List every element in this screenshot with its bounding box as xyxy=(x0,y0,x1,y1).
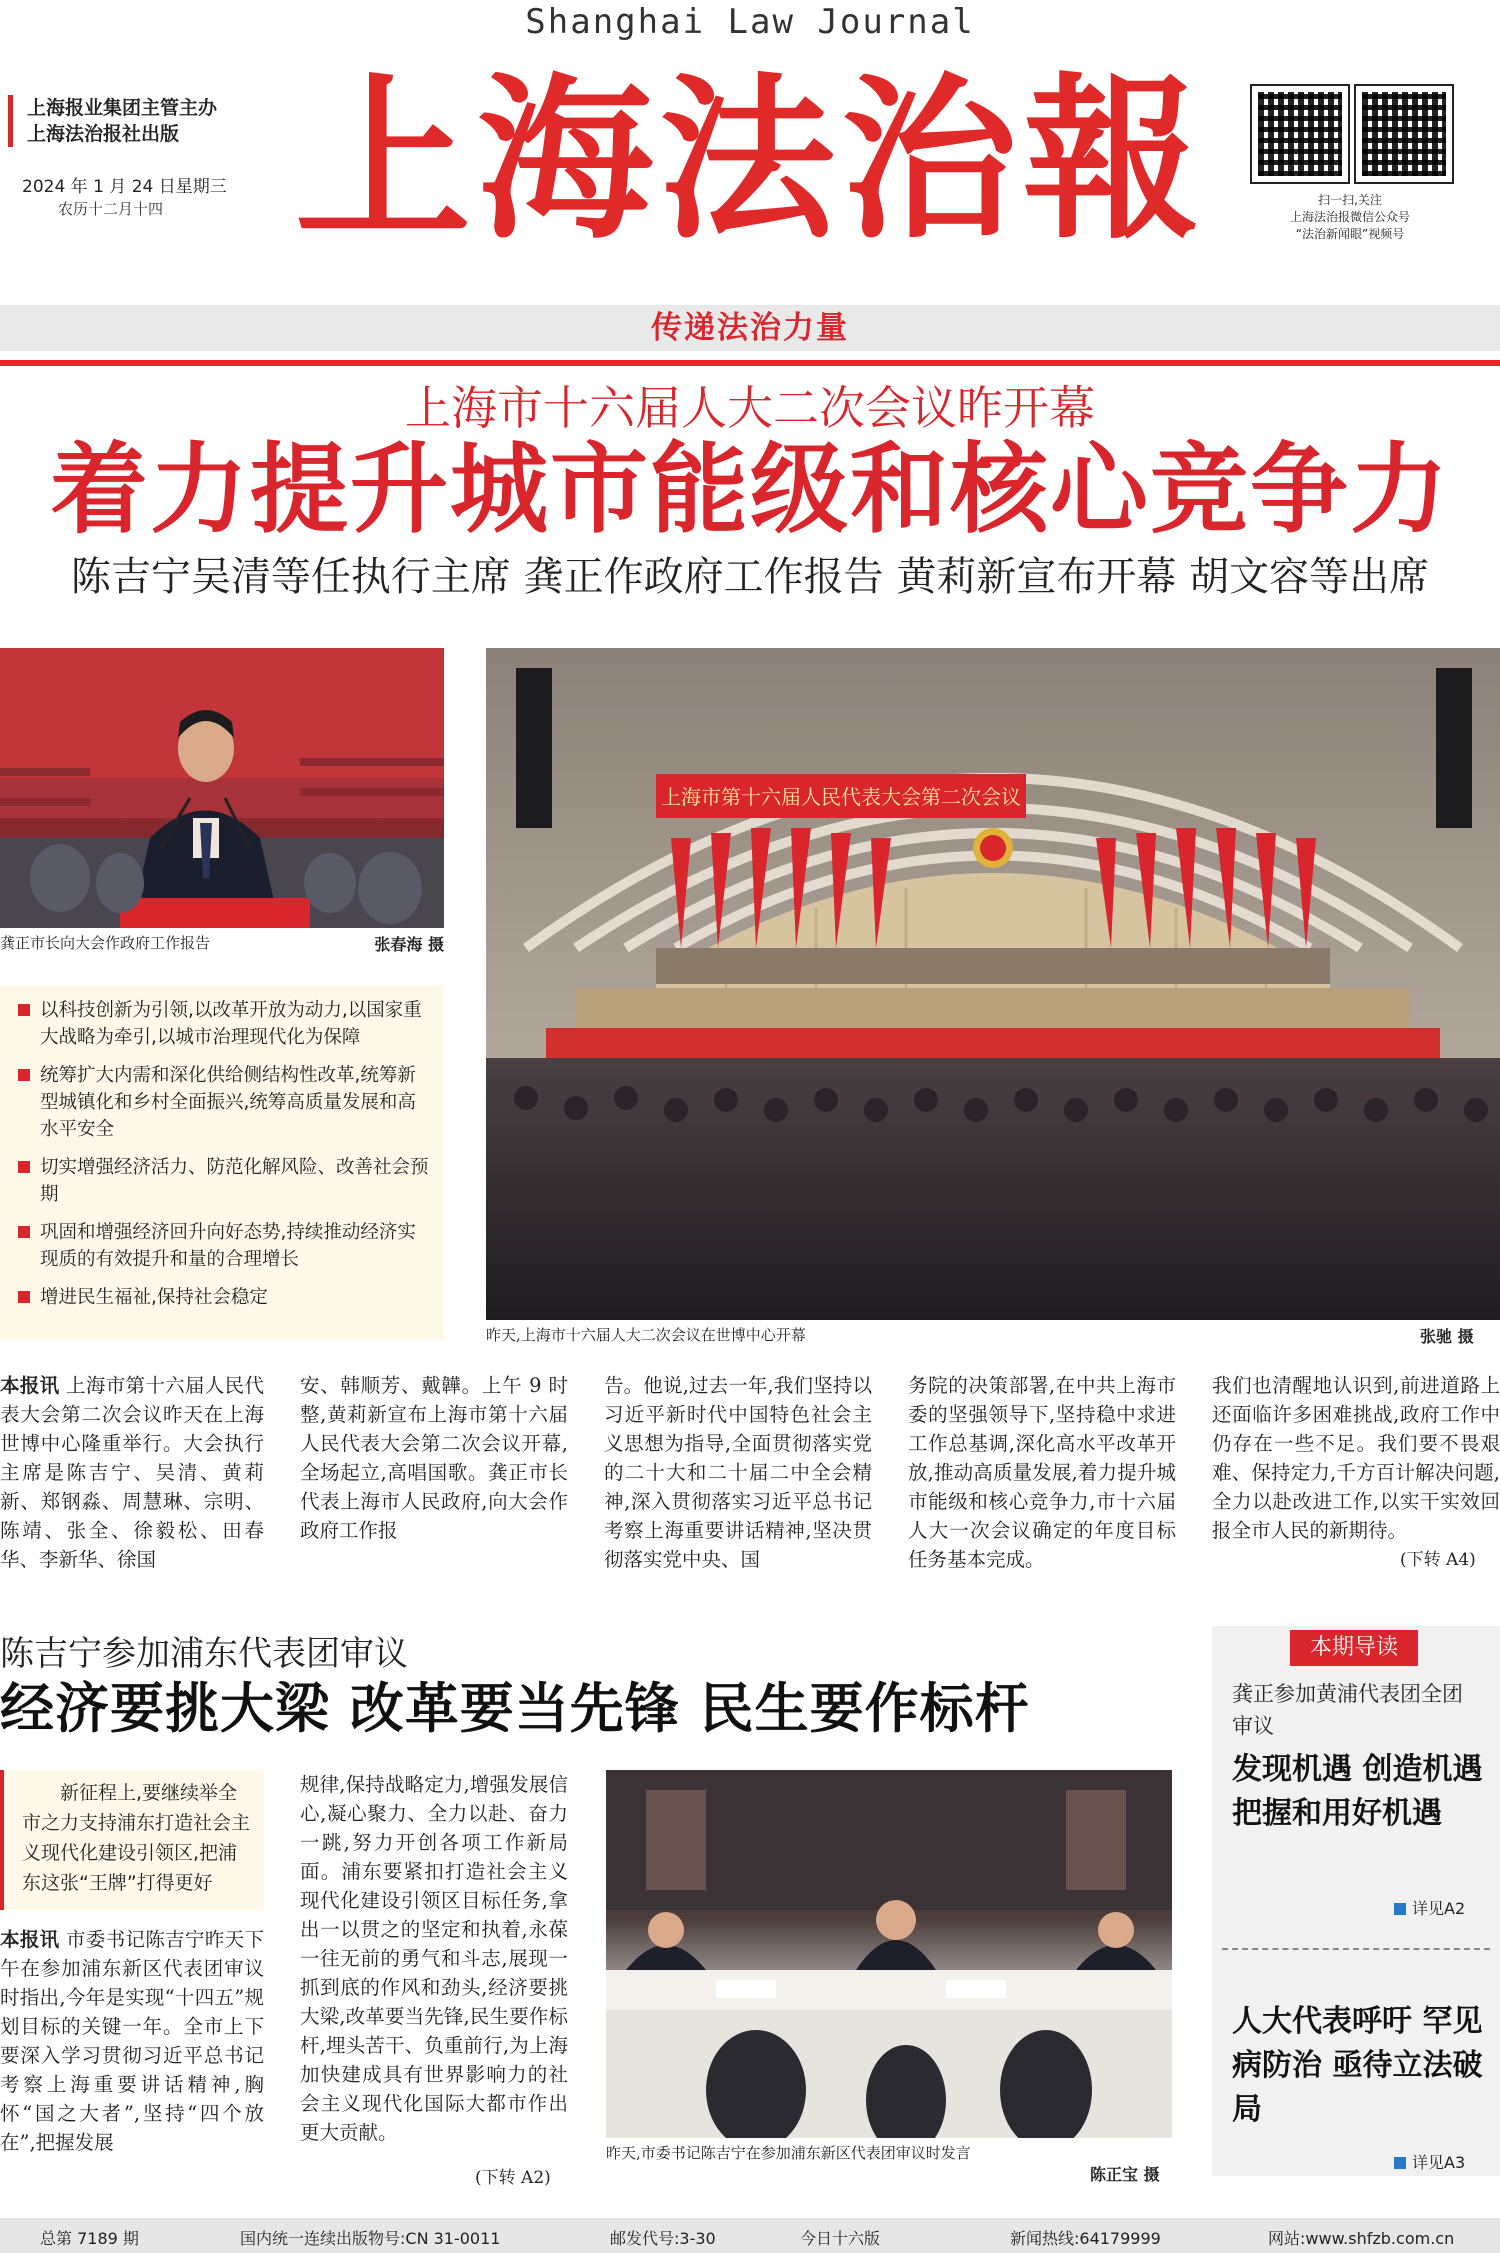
news-hotline: 新闻热线:64179999 xyxy=(1010,2229,1161,2248)
guide-item-lead[interactable]: 龚正参加黄浦代表团全团审议 xyxy=(1232,1682,1463,1738)
issue-guide-tag: 本期导读 xyxy=(1290,1630,1418,1666)
bullet-square-icon xyxy=(18,1226,30,1238)
key-point-text: 巩固和增强经济回升向好态势,持续推动经济实现质的有效提升和量的合理增长 xyxy=(40,1222,416,1270)
qr-code-icon[interactable] xyxy=(1252,86,1348,182)
key-point xyxy=(14,997,430,1051)
lead-kicker[interactable]: 上海市十六届人大二次会议昨开幕 xyxy=(405,381,1095,435)
photo-credit: 陈正宝 摄 xyxy=(1090,2165,1160,2184)
lead-subheadline: 陈吉宁吴清等任执行主席 龚正作政府工作报告 黄莉新宣布开幕 胡文容等出席 xyxy=(70,554,1430,600)
page-ref-icon xyxy=(1394,2157,1406,2169)
guide-item-title[interactable]: 人大代表呼吁 罕见病防治 亟待立法破局 xyxy=(1232,2004,1483,2127)
sponsor-line: 上海报业集团主管主办 xyxy=(27,97,218,119)
newspaper-logo: 上海法治報 xyxy=(294,56,1205,263)
article-text: 市委书记陈吉宁昨天下午在参加浦东新区代表团审议时指出,今年是实现“十四五”规划目标的关键一年。全市上下要深入学习贯彻习近平总书记考察上海重要讲话精神,胸怀“国之大者”,坚持“四个放在”,把握发展 xyxy=(0,1928,264,2154)
key-point-text: 切实增强经济活力、防范化解风险、改善社会预期 xyxy=(40,1157,429,1205)
continued-jump-link[interactable]: (下转 A4) xyxy=(1400,1550,1476,1570)
masthead-divider xyxy=(0,360,1500,366)
qr-caption-line: “法治新闻眼”视频号 xyxy=(1295,227,1405,241)
delegation-meeting-photo[interactable] xyxy=(606,1770,1172,2138)
article-text: 上海市第十六届人民代表大会第二次会议昨天在上海世博中心隆重举行。大会执行主席是陈吉宁、吴清、黄莉新、郑钢淼、周慧琳、宗明、陈靖、张全、徐毅松、田春华、李新华、徐国 xyxy=(0,1374,264,1571)
issue-date: 2024 年 1 月 24 日星期三 xyxy=(22,177,227,197)
postal-code: 邮发代号:3-30 xyxy=(610,2229,716,2248)
bullet-square-icon xyxy=(18,1161,30,1173)
speaker-photo[interactable] xyxy=(0,648,444,928)
delegation-meeting-illustration xyxy=(606,1770,1172,2138)
key-point xyxy=(14,1219,430,1273)
article-column: 告。他说,过去一年,我们坚持以习近平新时代中国特色社会主义思想为指导,全面贯彻落实党的二十大和二十届二中全会精神,深入贯彻落实习近平总书记考察上海重要讲话精神,坚决贯彻落实党中央、国 xyxy=(604,1374,872,1571)
photo-caption: 昨天,市委书记陈吉宁在参加浦东新区代表团审议时发言 xyxy=(606,2144,971,2162)
publication-number: 国内统一连续出版物号:CN 31-0011 xyxy=(240,2229,501,2248)
pull-quote: 新征程上,要继续举全市之力支持浦东打造社会主义现代化建设引领区,把浦东这张“王牌”打得更好 xyxy=(0,1770,264,1910)
key-point-text: 增进民生福祉,保持社会稳定 xyxy=(40,1287,268,1308)
sponsor-block xyxy=(8,95,258,147)
key-points-box xyxy=(0,985,444,1340)
continued-jump-link[interactable]: (下转 A2) xyxy=(475,2168,551,2188)
assembly-hall-photo[interactable] xyxy=(486,648,1500,1320)
guide-see-text: 详见A3 xyxy=(1412,2153,1466,2172)
qr-caption xyxy=(1230,192,1470,243)
article-column: 务院的决策部署,在中共上海市委的坚强领导下,坚持稳中求进工作总基调,深化高水平改革开放,推动高质量发展,着力提升城市能级和核心竞争力,市十六届人大一次会议确定的年度目标任务基本完成。 xyxy=(908,1374,1176,1571)
article-column: 我们也清醒地认识到,前进道路上还面临许多困难挑战,政府工作中仍存在一些不足。我们要不畏艰难、保持定力,千方百计解决问题,全力以赴改进工作,以实干实效回报全市人民的新期待。 xyxy=(1212,1374,1500,1542)
lunar-date: 农历十二月十四 xyxy=(58,200,164,218)
guide-divider xyxy=(1222,1948,1490,1950)
english-title: Shanghai Law Journal xyxy=(525,2,975,42)
second-story-kicker[interactable]: 陈吉宁参加浦东代表团审议 xyxy=(0,1634,408,1674)
guide-item-title[interactable]: 发现机遇 创造机遇 把握和用好机遇 xyxy=(1232,1752,1483,1831)
qr-caption-line: 扫一扫,关注 xyxy=(1318,193,1382,207)
key-point-text: 统筹扩大内需和深化供给侧结构性改革,统筹新型城镇化和乡村全面振兴,统筹高质量发展和高水平安全 xyxy=(40,1065,416,1140)
key-point xyxy=(14,1062,430,1143)
bullet-square-icon xyxy=(18,1069,30,1081)
article-column xyxy=(0,1925,264,2157)
photo-credit: 张春海 摄 xyxy=(374,935,444,954)
guide-see-link[interactable] xyxy=(1394,1896,1465,1919)
key-point-text: 以科技创新为引领,以改革开放为动力,以国家重大战略为牵引,以城市治理现代化为保障 xyxy=(40,1000,422,1048)
guide-see-text: 详见A2 xyxy=(1412,1899,1466,1918)
qr-caption-line: 上海法治报微信公众号 xyxy=(1289,210,1410,224)
dateline-tag: 本报讯 xyxy=(0,1374,60,1397)
dateline-tag: 本报讯 xyxy=(0,1928,60,1951)
bullet-square-icon xyxy=(18,1004,30,1016)
photo-caption: 龚正市长向大会作政府工作报告 xyxy=(0,934,211,952)
article-column: 规律,保持战略定力,增强发展信心,凝心聚力、全力以赴、奋力一跳,努力开创各项工作新局面。浦东要紧扣打造社会主义现代化建设引领区目标任务,拿出一以贯之的坚定和执着,永葆一往无前的勇气和斗志,展现一抓到底的作风和劲头,经济要挑大梁,改革要当先锋,民生要作标杆,埋头苦干、负重前行,为上海加快建成具有世界影响力的社会主义现代化国际大都市作出更大贡献。 xyxy=(300,1773,568,2144)
footer-bar xyxy=(0,2218,1500,2253)
sponsor-line: 上海法治报社出版 xyxy=(27,123,180,145)
guide-see-link[interactable] xyxy=(1394,2150,1465,2173)
photo-caption: 昨天,上海市十六届人大二次会议在世博中心开幕 xyxy=(486,1326,806,1344)
speaker-photo-illustration xyxy=(0,648,444,928)
article-column: 安、韩顺芳、戴韡。上午 9 时整,黄莉新宣布上海市第十六届人民代表大会第二次会议开幕,全场起立,高唱国歌。龚正市长代表上海市人民政府,向大会作政府工作报 xyxy=(300,1374,568,1542)
key-point xyxy=(14,1284,430,1311)
slogan: 传递法治力量 xyxy=(651,310,849,346)
second-story-headline[interactable]: 经济要挑大梁 改革要当先锋 民生要作标杆 xyxy=(0,1676,1030,1740)
key-point xyxy=(14,1154,430,1208)
assembly-hall-illustration xyxy=(486,648,1500,1320)
lead-headline[interactable]: 着力提升城市能级和核心竞争力 xyxy=(49,432,1450,547)
article-column xyxy=(0,1371,264,1574)
qr-code-icon[interactable] xyxy=(1356,86,1452,182)
page-count: 今日十六版 xyxy=(800,2229,881,2248)
photo-credit: 张驰 摄 xyxy=(1420,1327,1474,1346)
website-link[interactable]: 网站:www.shfzb.com.cn xyxy=(1268,2229,1455,2248)
bullet-square-icon xyxy=(18,1291,30,1303)
issue-number: 总第 7189 期 xyxy=(40,2229,139,2248)
hall-banner-text: 上海市第十六届人民代表大会第二次会议 xyxy=(661,785,1021,809)
page-ref-icon xyxy=(1394,1903,1406,1915)
